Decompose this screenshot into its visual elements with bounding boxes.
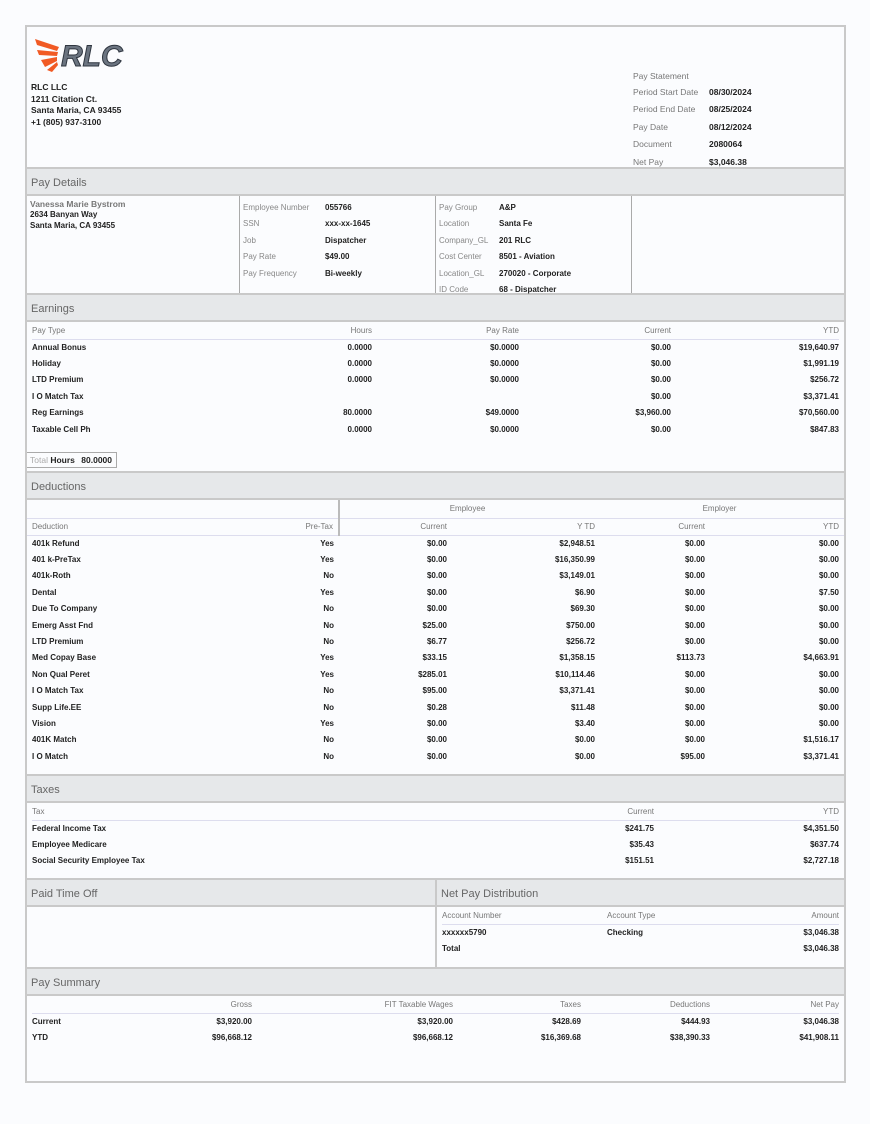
employee-number-row [243,199,432,216]
employer-ytd: $3,371.41 [803,751,839,761]
pay-statement-document [25,25,846,1083]
company-gl-value: 201 RLC [499,235,532,245]
deduction-row [27,551,844,567]
employee-current: $285.01 [418,669,447,679]
hours: 0.0000 [347,424,372,434]
group-blank [27,500,339,518]
earnings-row [32,421,839,437]
paid-time-off-section [27,880,437,967]
pay-rate-label: Pay Rate [243,252,276,262]
deduction-row [27,683,844,699]
deductions-table [27,500,844,764]
ssn-label: SSN [243,219,260,229]
pay-summary-header-row [32,996,839,1013]
col-pretax: Pre-Tax [177,518,339,535]
distribution-table [442,907,839,957]
pay-rate-value: $49.00 [325,252,350,262]
ytd: $19,640.97 [798,342,839,352]
employee-current: $33.15 [422,653,447,663]
current: $0.00 [650,359,671,369]
pay-summary-row [32,1013,839,1029]
current: $0.00 [650,424,671,434]
distribution-header-row [442,907,839,924]
pay-group-value: A&P [499,202,516,212]
employer-current: $0.00 [684,604,705,614]
pretax: No [323,637,334,647]
pay-frequency-value: Bi-weekly [325,268,362,278]
location-label: Location [439,219,470,229]
deductions-body [27,500,844,776]
current: $0.00 [650,342,671,352]
taxes: $16,369.68 [540,1033,581,1043]
deduction-row [27,650,844,666]
col-deduction: Deduction [27,518,177,535]
taxes: $428.69 [552,1016,581,1026]
employee-current: $0.00 [426,538,447,548]
deduction-row [27,617,844,633]
col-ee-ytd: Y TD [447,518,595,535]
col-net-pay: Net Pay [710,996,839,1013]
deduction-name: LTD Premium [32,637,84,647]
employee-info [27,196,240,293]
svg-text:RLC: RLC [61,40,123,73]
employee-number-value: 055766 [325,202,352,212]
paid-time-off-heading: Paid Time Off [27,880,435,907]
job-value: Dispatcher [325,235,367,245]
employee-current: $95.00 [422,686,447,696]
statement-summary [633,69,752,171]
employment-info [240,196,436,293]
earnings-row [32,372,839,388]
deduction-name: 401k Refund [32,538,80,548]
employer-ytd: $0.00 [818,637,839,647]
employee-address-line2: Santa Maria, CA 93455 [30,221,116,230]
col-hours: Hours [152,322,372,339]
account-number: xxxxxx5790 [442,927,487,937]
group-employer: Employer [595,500,844,518]
employer-current: $95.00 [680,751,705,761]
pay-type: Taxable Cell Ph [32,424,91,434]
row-label: YTD [32,1033,48,1043]
ssn-value: xxx-xx-1645 [325,219,371,229]
fit-taxable-wages: $96,668.12 [412,1033,453,1043]
hours: 0.0000 [347,359,372,369]
current: $0.00 [650,375,671,385]
employee-ytd: $10,114.46 [555,669,595,679]
taxes-body [27,803,844,880]
pay-type: LTD Premium [32,375,84,385]
net-pay-label: Net Pay [633,156,664,167]
employer-current: $0.00 [684,718,705,728]
col-account-type: Account Type [607,907,741,924]
pay-date-row [633,118,752,136]
tax-row [32,836,839,852]
employer-ytd: $0.00 [818,669,839,679]
deductions-group-row [27,500,844,518]
location-value: Santa Fe [499,219,533,229]
amount: $3,046.38 [803,927,839,937]
company-info [31,82,121,128]
col-pay-rate: Pay Rate [372,322,519,339]
pretax: Yes [320,718,334,728]
employee-ytd: $6.90 [574,587,595,597]
statement-header [27,27,844,169]
pay-rate: $0.0000 [490,424,519,434]
employer-ytd: $7.50 [818,587,839,597]
col-pay-type: Pay Type [32,322,152,339]
col-taxes: Taxes [453,996,581,1013]
col-current: Current [519,322,671,339]
pretax: No [323,686,334,696]
id-code-value: 68 - Dispatcher [499,285,557,295]
group-employee: Employee [339,500,595,518]
period-start-value: 08/30/2024 [709,86,752,97]
employer-ytd: $0.00 [818,686,839,696]
gross: $3,920.00 [216,1016,252,1026]
deduction-name: I O Match Tax [32,686,84,696]
col-fit-taxable-wages: FIT Taxable Wages [252,996,453,1013]
current: $3,960.00 [635,408,671,418]
tax-name: Social Security Employee Tax [32,856,145,866]
pay-details-body [27,196,844,295]
pay-group-row [439,199,628,216]
deduction-name: 401k-Roth [32,571,71,581]
pay-details-heading: Pay Details [27,169,844,196]
pay-type: Annual Bonus [32,342,87,352]
pay-type: Holiday [32,359,61,369]
org-info [436,196,632,293]
col-tax: Tax [32,803,504,820]
net-pay-distribution-section [437,880,844,967]
col-ytd: YTD [671,322,839,339]
pay-rate: $0.0000 [490,342,519,352]
pay-summary-table [32,996,839,1046]
company-address-line1: 1211 Citation Ct. [31,93,98,104]
pretax: Yes [320,538,334,548]
employer-current: $0.00 [684,571,705,581]
period-end-label: Period End Date [633,104,696,115]
pay-summary-body [27,996,844,1046]
tax-ytd: $4,351.50 [803,823,839,833]
period-start-row [633,83,752,101]
deductions: $444.93 [681,1016,710,1026]
deduction-row [27,535,844,551]
employer-ytd: $0.00 [818,620,839,630]
employee-current: $0.00 [426,718,447,728]
pretax: Yes [320,669,334,679]
deduction-name: Dental [32,587,57,597]
col-amount: Amount [741,907,839,924]
company-gl-row [439,232,628,249]
employer-ytd: $4,663.91 [803,653,839,663]
account-type: Checking [607,927,644,937]
employee-current: $25.00 [422,620,447,630]
deduction-row [27,633,844,649]
location-gl-row [439,265,628,282]
employee-address-line1: 2634 Banyan Way [30,210,98,219]
tax-name: Federal Income Tax [32,823,107,833]
employer-current: $0.00 [684,702,705,712]
current: $0.00 [650,391,671,401]
taxes-heading: Taxes [27,776,844,803]
employer-ytd: $0.00 [818,702,839,712]
cost-center-row [439,249,628,266]
ytd: $3,371.41 [803,391,839,401]
pay-rate: $49.0000 [485,408,519,418]
deduction-row [27,748,844,764]
employee-ytd: $750.00 [566,620,595,630]
period-end-row [633,101,752,119]
employer-ytd: $0.00 [818,555,839,565]
tax-current: $35.43 [629,840,654,850]
period-end-value: 08/25/2024 [709,104,752,115]
deduction-row [27,715,844,731]
taxes-header-row [32,803,839,820]
deduction-row [27,699,844,715]
employer-ytd: $1,516.17 [803,735,839,745]
ytd: $1,991.19 [803,359,839,369]
cost-center-label: Cost Center [439,252,482,262]
ytd: $256.72 [810,375,839,385]
employer-current: $0.00 [684,735,705,745]
col-gross: Gross [92,996,252,1013]
pay-type: Reg Earnings [32,408,84,418]
employer-ytd: $0.00 [818,718,839,728]
hours: 0.0000 [347,375,372,385]
employee-ytd: $11.48 [570,702,595,712]
employee-current: $0.00 [426,555,447,565]
deduction-name: I O Match [32,751,69,761]
employee-number-label: Employee Number [243,202,310,212]
ytd: $847.83 [810,424,839,434]
pay-rate-row [243,249,432,266]
earnings-table [32,322,839,437]
net-pay: $41,908.11 [799,1033,839,1043]
ssn-row [243,216,432,233]
employer-current: $0.00 [684,686,705,696]
deduction-row [27,601,844,617]
employee-ytd: $0.00 [574,735,595,745]
company-gl-label: Company_GL [439,235,489,245]
employer-ytd: $0.00 [818,604,839,614]
deduction-row [27,584,844,600]
net-pay: $3,046.38 [803,1016,839,1026]
employee-current: $0.00 [426,735,447,745]
distribution-total-row [442,940,839,956]
statement-title: Pay Statement [633,71,689,81]
document-row [633,136,752,154]
deduction-row [27,568,844,584]
deduction-name: 401K Match [32,735,77,745]
col-account-number: Account Number [442,907,607,924]
employee-ytd: $0.00 [574,751,595,761]
pay-rate: $0.0000 [490,359,519,369]
tax-name: Employee Medicare [32,840,107,850]
pretax: No [323,620,334,630]
hours: 80.0000 [343,408,372,418]
employer-ytd: $0.00 [818,538,839,548]
employee-ytd: $3.40 [574,718,595,728]
earnings-row [32,405,839,421]
earnings-header-row [32,322,839,339]
employer-current: $0.00 [684,637,705,647]
employee-current: $0.28 [426,702,447,712]
employee-current: $0.00 [426,604,447,614]
id-code-label: ID Code [439,285,469,295]
total-hours-box [27,452,117,468]
company-address-line2: Santa Maria, CA 93455 [31,105,122,115]
employer-current: $0.00 [684,669,705,679]
employee-ytd: $2,948.51 [559,538,595,548]
pay-rate: $0.0000 [490,375,519,385]
col-deductions: Deductions [581,996,710,1013]
employer-current: $0.00 [684,555,705,565]
deduction-name: Supp Life.EE [32,702,82,712]
company-name: RLC LLC [31,82,68,92]
net-pay-distribution-heading: Net Pay Distribution [437,880,844,907]
pay-summary-row [32,1029,839,1045]
tax-current: $241.75 [625,823,654,833]
employer-current: $0.00 [684,620,705,630]
deductions: $38,390.33 [669,1033,710,1043]
gross: $96,668.12 [211,1033,252,1043]
col-blank [32,996,92,1013]
deduction-name: 401 k-PreTax [32,555,81,565]
deduction-name: Non Qual Peret [32,669,90,679]
deduction-name: Vision [32,718,56,728]
employee-current: $0.00 [426,587,447,597]
tax-ytd: $2,727.18 [803,856,839,866]
pretax: No [323,571,334,581]
total-hours-label: Hours [50,455,75,465]
document-label: Document [633,139,672,150]
pretax: Yes [320,555,334,565]
id-code-row [439,282,628,299]
deductions-heading: Deductions [27,473,844,500]
pay-rate [372,388,519,404]
earnings-heading: Earnings [27,295,844,322]
net-pay-row [633,153,752,171]
deduction-row [27,732,844,748]
pay-frequency-label: Pay Frequency [243,268,297,278]
tax-ytd: $637.74 [810,840,839,850]
pto-and-distribution [27,880,844,969]
employee-ytd: $256.72 [566,637,595,647]
location-row [439,216,628,233]
earnings-body [27,322,844,473]
pay-summary-heading: Pay Summary [27,969,844,996]
pretax: No [323,735,334,745]
employee-current: $0.00 [426,751,447,761]
pay-date-value: 08/12/2024 [709,121,752,132]
cost-center-value: 8501 - Aviation [499,252,555,262]
employee-ytd: $3,149.01 [559,571,595,581]
hours [152,388,372,404]
fit-taxable-wages: $3,920.00 [417,1016,453,1026]
pay-details-empty-column [632,196,844,293]
employee-name: Vanessa Marie Bystrom [30,199,126,209]
deduction-name: Med Copay Base [32,653,97,663]
net-pay-value: $3,046.38 [709,156,747,167]
earnings-row [32,355,839,371]
employee-ytd: $3,371.41 [559,686,595,696]
pretax: No [323,702,334,712]
pretax: Yes [320,653,334,663]
location-gl-value: 270020 - Corporate [499,268,572,278]
tax-row [32,853,839,869]
job-label: Job [243,235,256,245]
col-ytd: YTD [654,803,839,820]
location-gl-label: Location_GL [439,268,485,278]
pay-frequency-row [243,265,432,282]
employee-ytd: $16,350.99 [554,555,595,565]
company-phone: +1 (805) 937-3100 [31,116,102,127]
earnings-row [32,388,839,404]
pay-date-label: Pay Date [633,121,668,132]
tax-row [32,820,839,836]
row-label: Current [32,1016,61,1026]
col-er-ytd: YTD [705,518,844,535]
employee-ytd: $1,358.15 [559,653,595,663]
pretax: No [323,604,334,614]
rlc-logo-icon [33,35,139,73]
employer-current: $113.73 [676,653,705,663]
col-er-current: Current [595,518,705,535]
employee-current: $6.77 [426,637,447,647]
deduction-name: Emerg Asst Fnd [32,620,94,630]
employee-current: $0.00 [426,571,447,581]
ytd: $70,560.00 [798,408,839,418]
net-pay-distribution-body [437,907,844,957]
employee-ytd: $69.30 [570,604,595,614]
distribution-row [442,924,839,940]
pay-group-label: Pay Group [439,202,478,212]
employer-current: $0.00 [684,587,705,597]
total-label: Total [442,944,461,954]
pay-type: I O Match Tax [32,391,84,401]
period-start-label: Period Start Date [633,86,699,97]
hours: 0.0000 [347,342,372,352]
taxes-table [32,803,839,869]
deduction-name: Due To Company [32,604,98,614]
pretax: No [323,751,334,761]
total-amount: $3,046.38 [803,944,839,954]
deductions-header-row [27,518,844,535]
document-value: 2080064 [709,139,743,150]
deduction-row [27,666,844,682]
employer-current: $0.00 [684,538,705,548]
earnings-row [32,339,839,355]
total-hours-value: 80.0000 [81,455,113,465]
col-ee-current: Current [339,518,447,535]
blank [607,940,741,956]
tax-current: $151.51 [625,856,654,866]
job-row [243,232,432,249]
pretax: Yes [320,587,334,597]
employer-ytd: $0.00 [818,571,839,581]
col-current: Current [504,803,654,820]
total-label: Total [30,455,48,465]
